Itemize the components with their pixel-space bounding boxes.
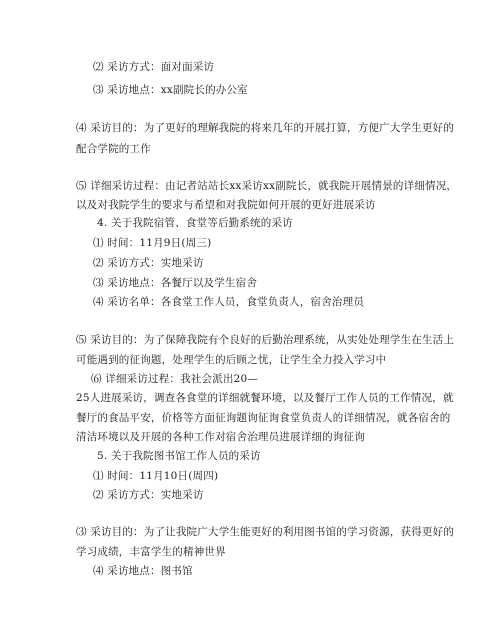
text-line: ⑷ 采访地点：图书馆 bbox=[93, 565, 193, 577]
section-heading: 4. 关于我院宿管、食堂等后勤系统的采访 bbox=[97, 217, 293, 229]
text-line: ⑵ 采访方式：实地采访 bbox=[93, 489, 204, 501]
text-line: ⑹ 详细采访过程：我社会派出20— bbox=[91, 373, 259, 385]
section-heading: 5. 关于我院图书馆工作人员的采访 bbox=[97, 450, 261, 462]
text-line: ⑶ 采访地点：各餐厅以及学生宿舍 bbox=[93, 277, 258, 289]
text-line: ⑵ 采访方式：面对面采访 bbox=[93, 61, 215, 73]
text-line: ⑶ 采访地点：xx副院长的办公室 bbox=[93, 84, 248, 96]
text-line: ⑴ 时间：11月10日(周四) bbox=[93, 470, 219, 482]
text-line: 餐厅的食品平安，价格等方面征询题询征询食堂负责人的详细情况，就各宿舍的 bbox=[76, 412, 451, 424]
text-line: ⑴ 时间：11月9日(周三) bbox=[93, 237, 212, 249]
text-line: ⑸ 详细采访过程：由记者站站长xx采访xx副院长，就我院开展情景的详细情况， bbox=[76, 180, 458, 192]
text-line: 配合学院的工作 bbox=[76, 143, 151, 155]
text-line: 25人进展采访，调查各食堂的详细就餐环境，以及餐厅工作人员的工作情况，就 bbox=[76, 392, 454, 404]
text-line: ⑵ 采访方式：实地采访 bbox=[93, 257, 204, 269]
text-line: 可能遇到的征询题，处理学生的后顾之忧，让学生全力投入学习中 bbox=[76, 354, 387, 366]
text-line: 清洁环境以及开展的各种工作对宿舍治理员进展详细的询征询 bbox=[76, 431, 365, 443]
text-line: ⑸ 采访目的：为了保障我院有个良好的后勤治理系统，从实处处理学生在生活上 bbox=[76, 334, 455, 346]
text-line: ⑷ 采访名单：各食堂工作人员，食堂负责人，宿舍治理员 bbox=[93, 296, 365, 308]
text-line: 学习成绩，丰富学生的精神世界 bbox=[76, 546, 226, 558]
text-line: 以及对我院学生的要求与希望和对我院如何开展的更好进展采访 bbox=[76, 199, 376, 211]
text-line: ⑷ 采访目的：为了更好的理解我院的将来几年的开展打算，方便广大学生更好的 bbox=[76, 122, 455, 134]
text-line: ⑶ 采访目的：为了让我院广大学生能更好的利用图书馆的学习资源，获得更好的 bbox=[76, 526, 455, 538]
